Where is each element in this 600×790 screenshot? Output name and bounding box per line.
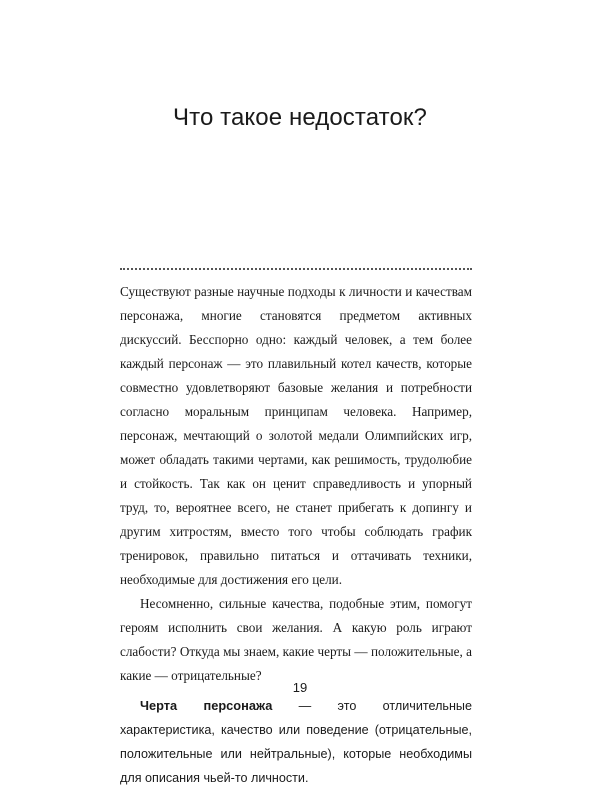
- dotted-divider: [120, 268, 472, 270]
- definition-paragraph: [120, 694, 472, 790]
- paragraph-1: Существуют разные научные подходы к личности и качествам персонажа, многие становятся предметом активных дискуссий. Бесспорно одно: каждый человек, а тем более каждый персонаж — это плавильный котел качеств, которые совместно удовлетворяют базовые желания и потребности согласно моральным принципам человека. Например, персонаж, мечтающий о золотой медали Олимпийских игр, может обладать такими чертами, как решимость, трудолюбие и стойкость. Так как он ценит справедливость и упорный труд, то, вероятнее всего, не станет прибегать к допингу и другим хитростям, вместо того чтобы соблюдать график тренировок, правильно питаться и оттачивать техники, необходимые для достижения его цели.: [120, 284, 472, 587]
- paragraph-2: Несомненно, сильные качества, подобные этим, помогут героям исполнить свои желания. А какую роль играют слабости? Откуда мы знаем, какие черты — положительные, а какие — отрицательные?: [120, 596, 472, 683]
- page-number: 19: [292, 680, 308, 695]
- definition-term: Черта персонажа: [140, 698, 273, 713]
- definition-text: — это отличительные характеристика, качество или поведение (отрицательные, положительные или нейтральные), которые необходимы для описания чьей-то личности.: [120, 699, 472, 785]
- body-text: [120, 280, 472, 790]
- chapter-title: Что такое недостаток?: [173, 104, 427, 132]
